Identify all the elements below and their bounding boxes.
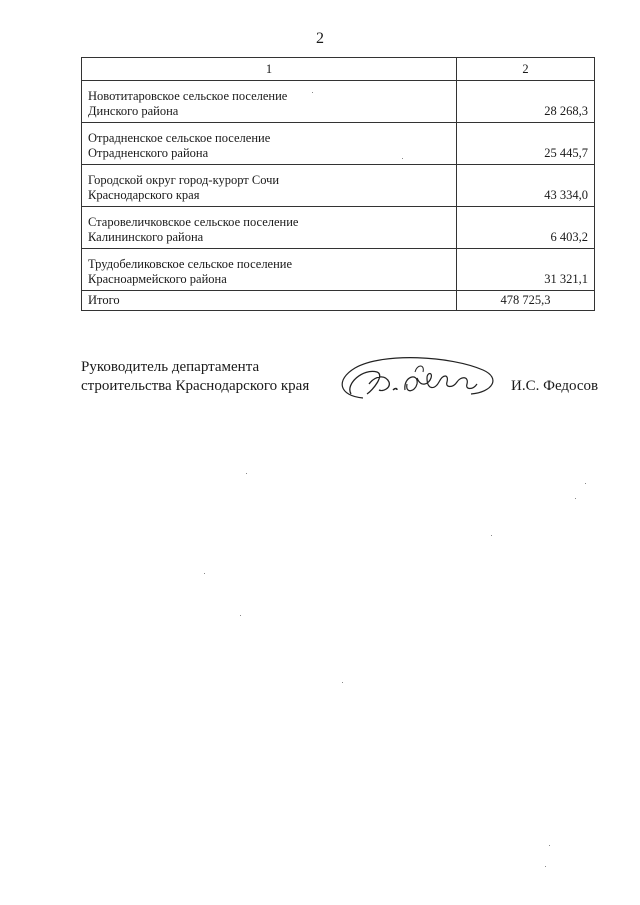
scan-speck: [575, 498, 576, 499]
settlement-name-line: Трудобеликовское сельское поселение: [88, 257, 293, 271]
amount-cell: 28 268,3: [457, 81, 595, 123]
total-label: Итого: [82, 291, 457, 311]
table-row: [82, 249, 595, 291]
scan-speck: [246, 473, 247, 474]
signer-position: [81, 358, 309, 396]
scan-speck: [204, 573, 205, 574]
signer-name: И.С. Федосов: [511, 378, 599, 394]
amount-cell: 6 403,2: [457, 207, 595, 249]
column-header: 2: [457, 58, 595, 81]
total-row: [82, 291, 595, 311]
settlement-district-line: Красноармейского района: [88, 272, 227, 286]
table-header-row: [82, 58, 595, 81]
settlement-name-cell: [82, 207, 457, 249]
data-table: [81, 57, 595, 311]
page-number: 2: [316, 30, 324, 47]
total-value: 478 725,3: [457, 291, 595, 311]
settlement-district-line: Отрадненского района: [88, 146, 209, 160]
amount-cell: 25 445,7: [457, 123, 595, 165]
scan-speck: [545, 866, 546, 867]
settlement-district-line: Калининского района: [88, 230, 204, 244]
handwritten-signature: [333, 354, 498, 410]
settlement-name-line: Новотитаровское сельское поселение: [88, 89, 288, 103]
settlement-district-line: Динского района: [88, 104, 179, 118]
signature-block: [81, 358, 601, 408]
signer-position-line: Руководитель департамента: [81, 359, 260, 375]
scan-speck: [585, 483, 586, 484]
table-row: [82, 165, 595, 207]
signer-position-line: строительства Краснодарского края: [81, 378, 310, 394]
settlement-district-line: Краснодарского края: [88, 188, 200, 202]
scan-speck: [491, 535, 492, 536]
amount-cell: 31 321,1: [457, 249, 595, 291]
scan-speck: [240, 615, 241, 616]
scan-speck: [342, 682, 343, 683]
table-row: [82, 123, 595, 165]
settlement-name-line: Отрадненское сельское поселение: [88, 131, 271, 145]
amount-cell: 43 334,0: [457, 165, 595, 207]
settlement-name-line: Городской округ город-курорт Сочи: [88, 173, 280, 187]
settlement-name-cell: [82, 123, 457, 165]
column-header: 1: [82, 58, 457, 81]
scan-speck: [402, 158, 403, 159]
settlement-name-line: Старовеличковское сельское поселение: [88, 215, 299, 229]
scan-speck: [312, 92, 313, 93]
settlement-name-cell: [82, 249, 457, 291]
scan-speck: [549, 845, 550, 846]
settlement-name-cell: [82, 81, 457, 123]
table-row: [82, 81, 595, 123]
settlement-name-cell: [82, 165, 457, 207]
table-row: [82, 207, 595, 249]
